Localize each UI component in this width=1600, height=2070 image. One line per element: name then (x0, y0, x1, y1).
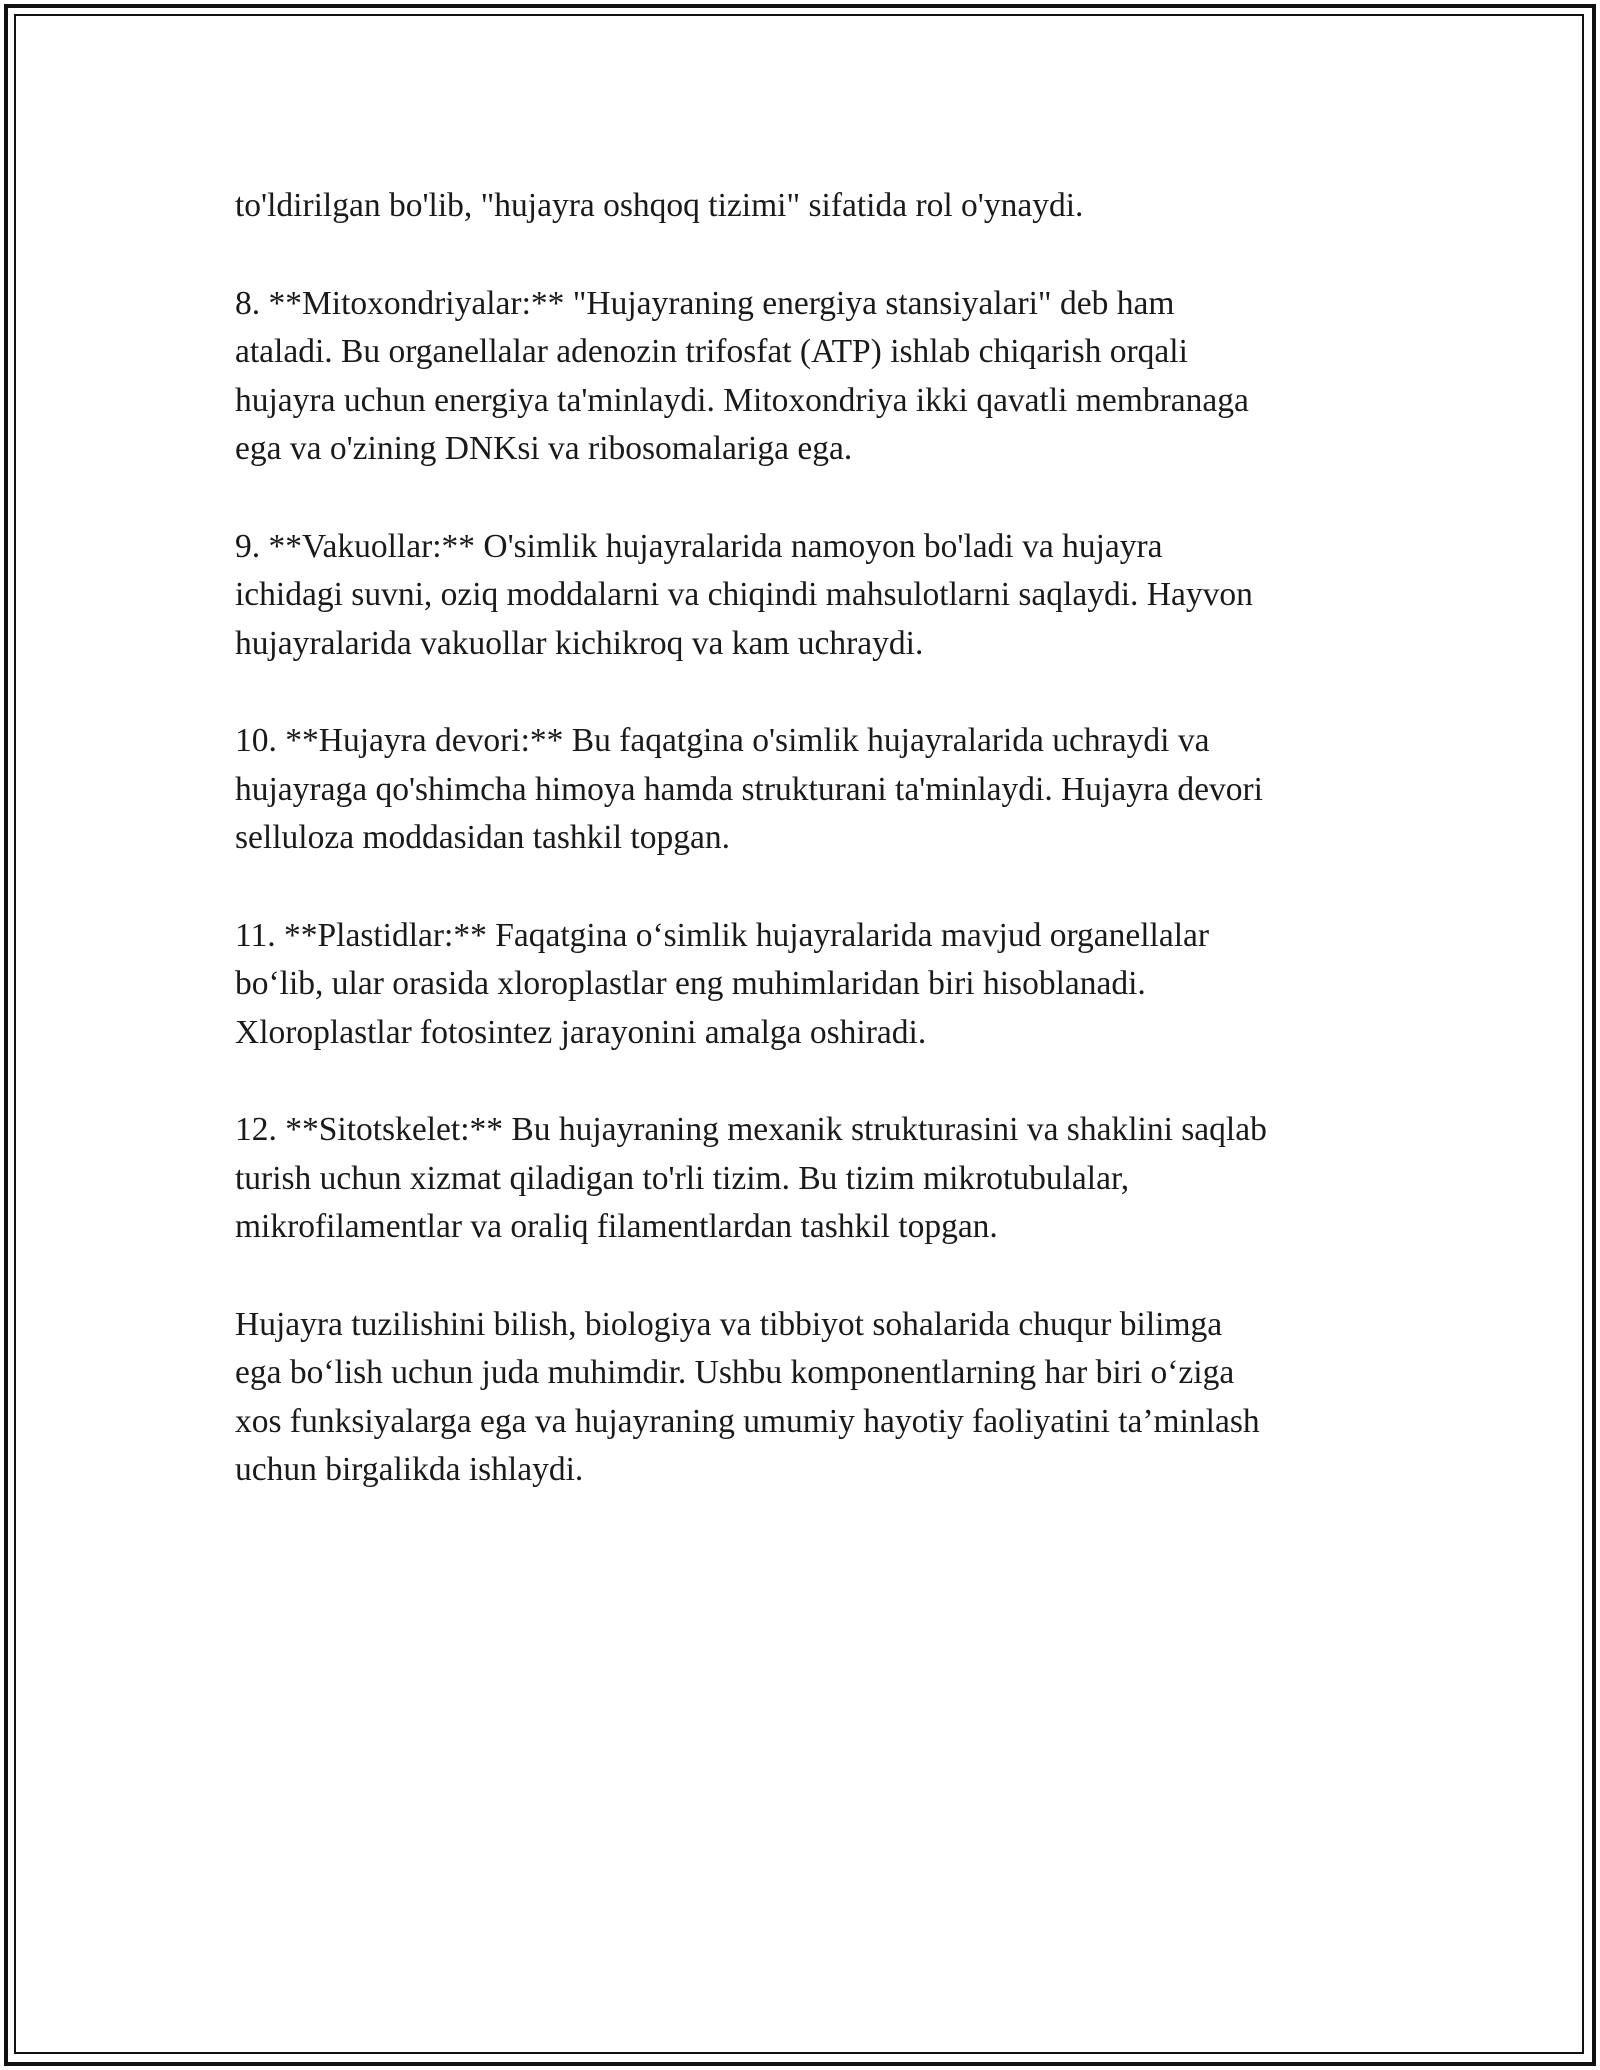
paragraph-mitoxondriyalar: 8. **Mitoxondriyalar:** "Hujayraning energiya stansiyalari" deb ham ataladi. Bu organellalar adenozin trifosfat (ATP) ishlab chiqarish orqali hujayra uchun energiya ta'minlaydi. Mitoxondriya ikki qavatli membranaga ega va o'zining DNKsi va ribosomalariga ega. (235, 284, 1249, 467)
paragraph-plastidlar: 11. **Plastidlar:** Faqatgina o‘simlik hujayralarida mavjud organellalar bo‘lib, ular orasida xloroplastlar eng muhimlaridan biri hisoblanadi. Xloroplastlar fotosintez jarayonini amalga oshiradi. (235, 916, 1210, 1051)
paragraph-sitotskelet: 12. **Sitotskelet:** Bu hujayraning mexanik strukturasini va shaklini saqlab turish uchun xizmat qiladigan to'rli tizim. Bu tizim mikrotubulalar, mikrofilamentlar va oraliq filamentlardan tashkil topgan. (235, 1111, 1267, 1245)
paragraph-vakuollar: 9. **Vakuollar:** O'simlik hujayralarida namoyon bo'ladi va hujayra ichidagi suvni, oziq moddalarni va chiqindi mahsulotlarni saqlaydi. Hayvon hujayralarida vakuollar kichikroq va kam uchraydi. (235, 527, 1253, 662)
paragraph-continuation: to'ldirilgan bo'lib, "hujayra oshqoq tizimi" sifatida rol o'ynaydi. (235, 187, 1084, 224)
document-body (235, 182, 1375, 1544)
paragraph-hujayra-devori: 10. **Hujayra devori:** Bu faqatgina o'simlik hujayralarida uchraydi va hujayraga qo'shimcha himoya hamda strukturani ta'minlaydi. Hujayra devori selluloza moddasidan tashkil topgan. (235, 722, 1263, 856)
paragraph-conclusion: Hujayra tuzilishini bilish, biologiya va tibbiyot sohalarida chuqur bilimga ega bo‘lish uchun juda muhimdir. Ushbu komponentlarning har biri o‘ziga xos funksiyalarga ega va hujayraning umumiy hayotiy faoliyatini ta’minlash uchun birgalikda ishlaydi. (235, 1305, 1260, 1488)
